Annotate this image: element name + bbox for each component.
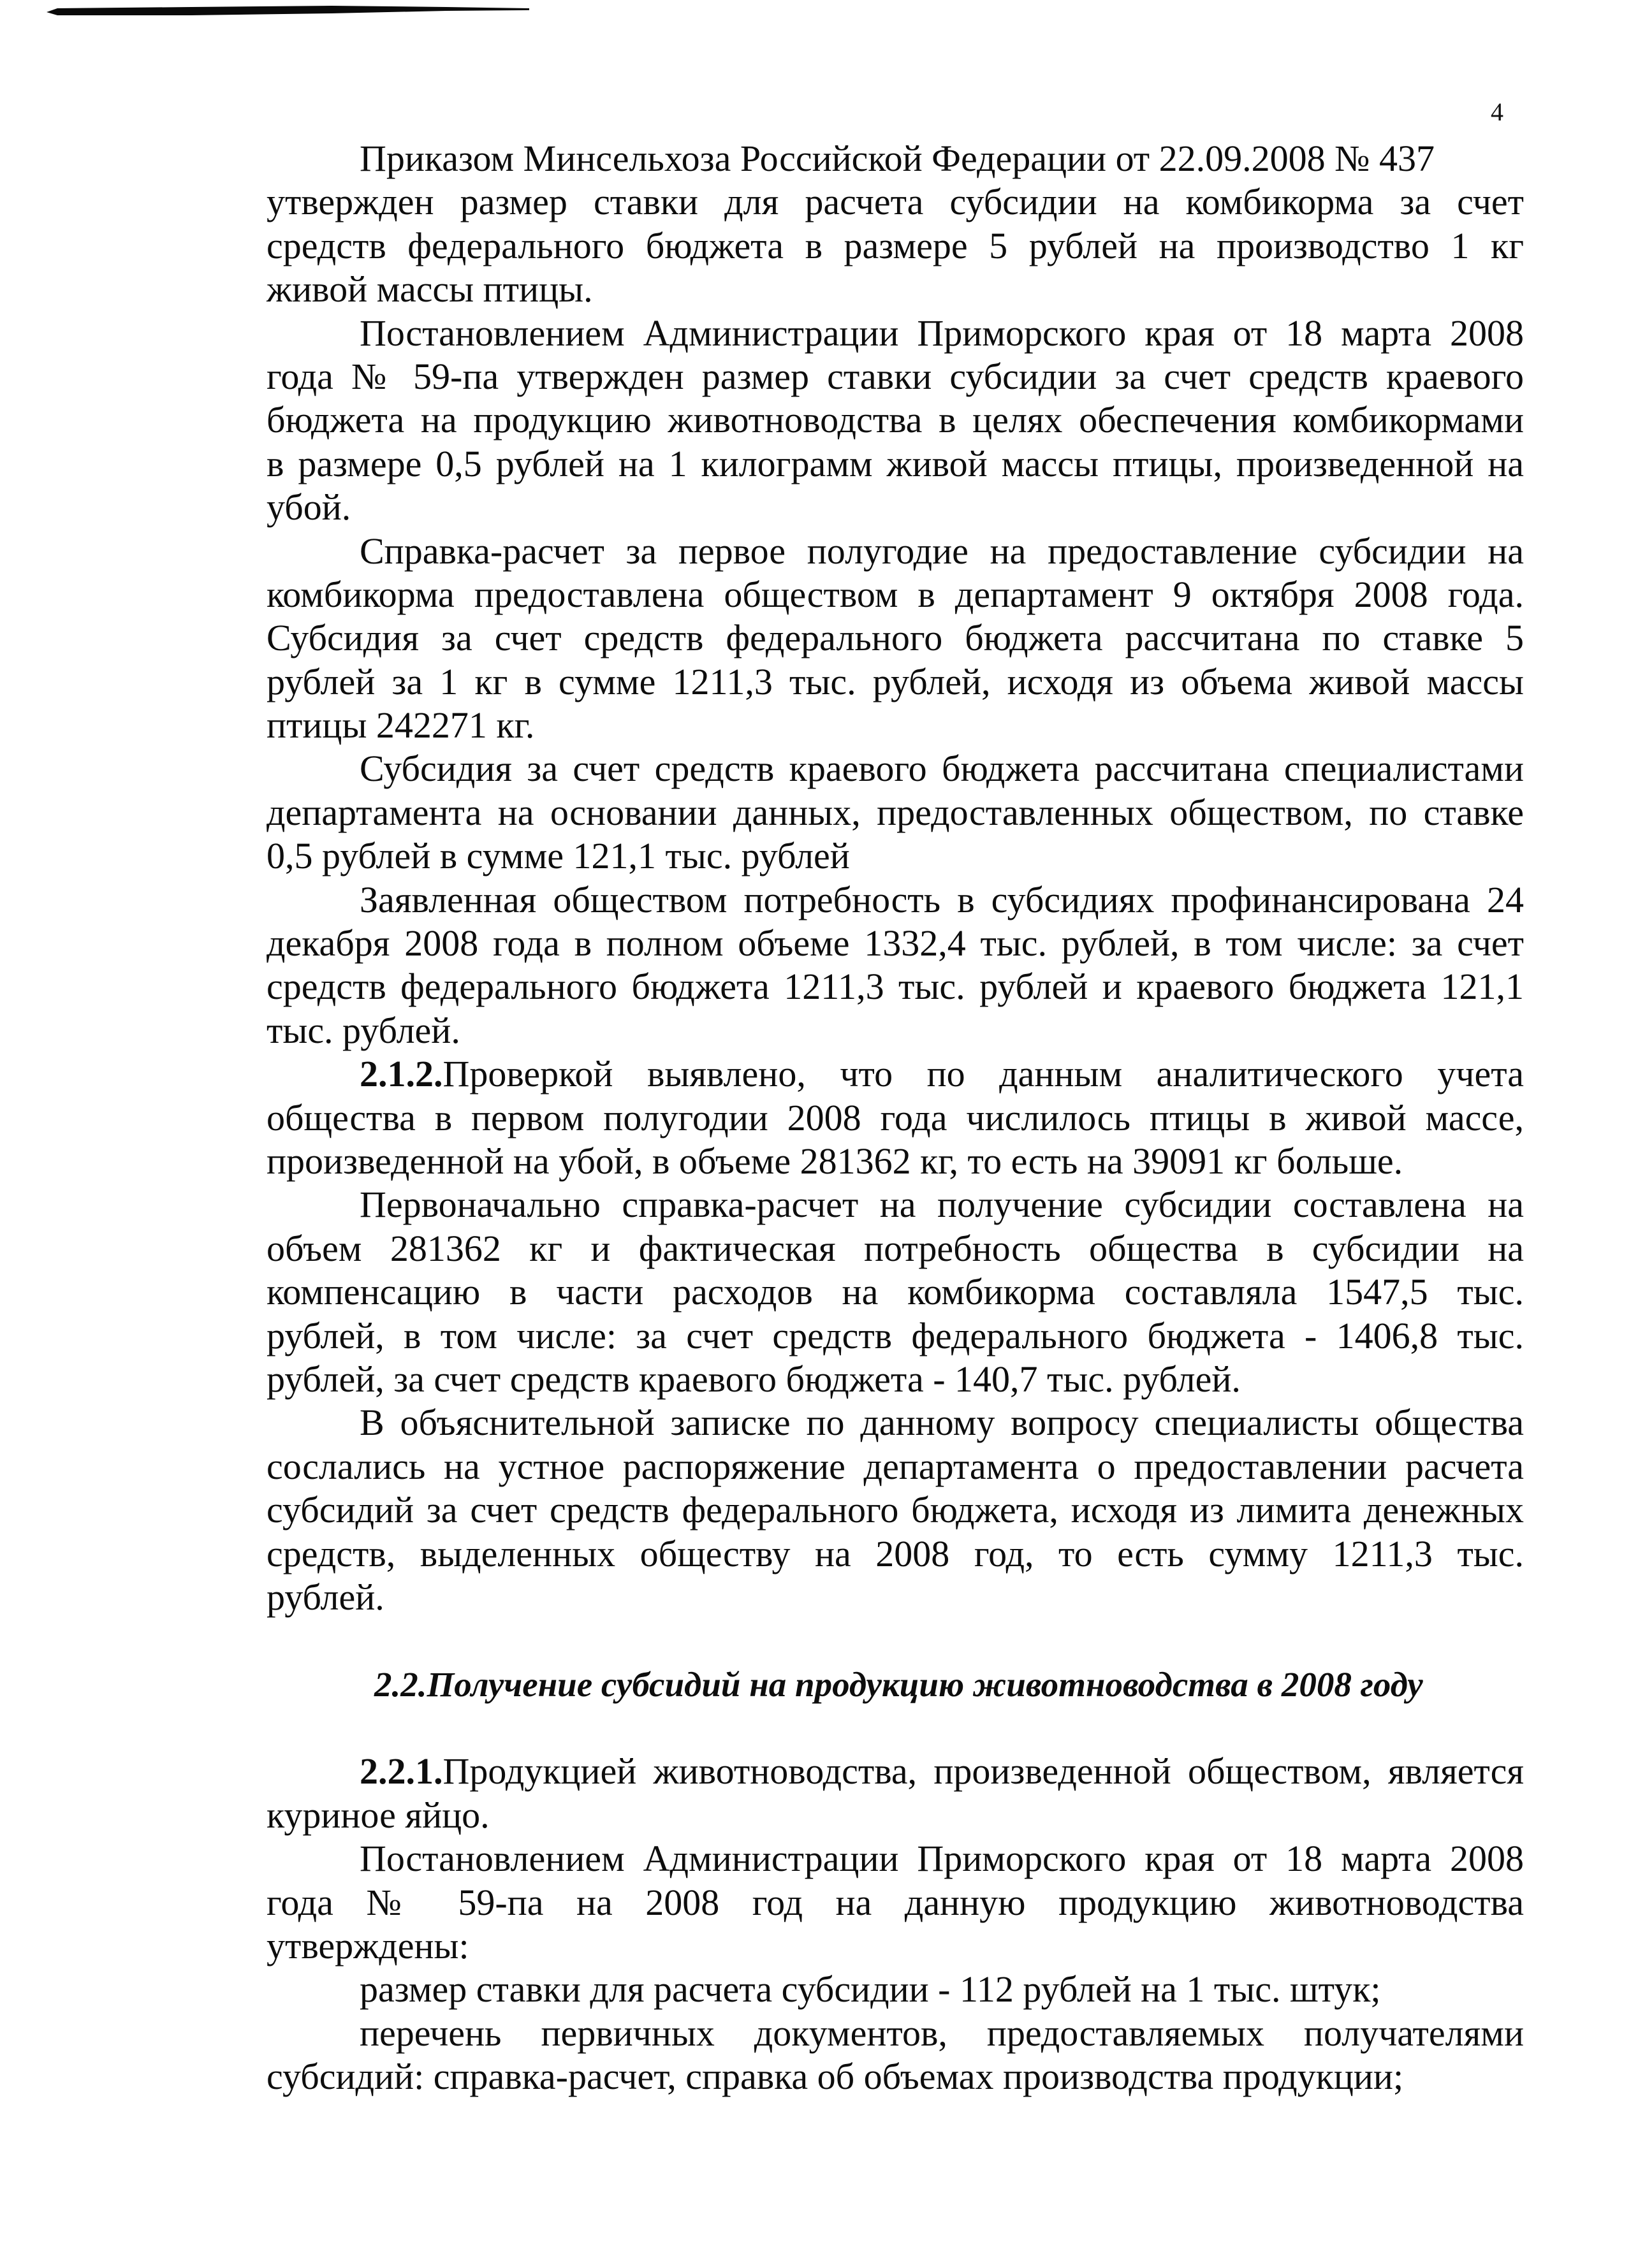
scan-artifact-stroke <box>0 0 574 25</box>
text-line: средств федерального бюджета 1211,3 тыс. рублей и краевого бюджета 121,1 <box>267 966 1524 1008</box>
text-line: В объяснительной записке по данному вопросу специалисты общества <box>360 1402 1524 1444</box>
text-line: рублей, в том числе: за счет средств федерального бюджета - 1406,8 тыс. <box>267 1314 1524 1356</box>
text-line: Справка-расчет за первое полугодие на предоставление субсидии на <box>360 530 1524 572</box>
paragraph <box>267 137 1524 312</box>
paragraph <box>267 1401 1524 1619</box>
text-line: декабря 2008 года в полном объеме 1332,4 тыс. рублей, в том числе: за счет <box>267 922 1524 964</box>
section-number: 2.2.1. <box>360 1750 443 1792</box>
text-line: Постановлением Администрации Приморского края от 18 марта 2008 <box>360 312 1524 354</box>
paragraph <box>267 1183 1524 1401</box>
paragraph <box>267 747 1524 878</box>
paragraph <box>267 1750 1524 1837</box>
document-body <box>267 137 1524 2099</box>
text-line: рублей, за счет средств краевого бюджета - 140,7 тыс. рублей. <box>267 1358 1241 1400</box>
paragraph <box>267 1968 1524 2011</box>
text-line: Приказом Минсельхоза Российской Федерации от 22.09.2008 № 437 <box>360 138 1435 179</box>
text-line: живой массы птицы. <box>267 268 593 310</box>
text-line: рублей за 1 кг в сумме 1211,3 тыс. рублей, исходя из объема живой массы <box>267 660 1524 702</box>
text-line: субсидий: справка-расчет, справка об объемах производства продукции; <box>267 2056 1404 2098</box>
text-line: Заявленная обществом потребность в субсидиях профинансирована 24 <box>360 878 1524 920</box>
paragraph <box>267 1052 1524 1183</box>
text-line: Постановлением Администрации Приморского края от 18 марта 2008 <box>360 1838 1524 1880</box>
text-line: комбикорма предоставлена обществом в департамент 9 октября 2008 года. <box>267 573 1524 615</box>
text-line: средств федерального бюджета в размере 5 рублей на производство 1 кг <box>267 224 1524 266</box>
text-line: размер ставки для расчета субсидии - 112 рублей на 1 тыс. штук; <box>360 1968 1381 2010</box>
line-text: Проверкой выявлено, что по данным аналитического учета <box>442 1053 1524 1095</box>
paragraph <box>267 312 1524 530</box>
paragraph <box>267 1837 1524 1968</box>
text-line: общества в первом полугодии 2008 года числилось птицы в живой массе, <box>267 1096 1524 1138</box>
text-line: утверждены: <box>267 1925 469 1967</box>
paragraph <box>267 878 1524 1053</box>
line-text: Продукцией животноводства, произведенной обществом, является <box>442 1750 1524 1792</box>
section-2-2-paragraphs <box>267 1750 1524 2098</box>
text-line: субсидий за счет средств федерального бюджета, исходя из лимита денежных <box>267 1489 1524 1531</box>
text-line: года № 59-па на 2008 год на данную продукцию животноводства <box>267 1881 1524 1923</box>
paragraph <box>267 2012 1524 2099</box>
text-line: птицы 242271 кг. <box>267 704 535 746</box>
text-line: компенсацию в части расходов на комбикорма составляла 1547,5 тыс. <box>267 1271 1524 1313</box>
text-line: Субсидия за счет средств федерального бюджета рассчитана по ставке 5 <box>267 617 1524 659</box>
text-line <box>267 1750 1524 1793</box>
section-heading: 2.2.Получение субсидий на продукцию животноводства в 2008 году <box>374 1664 1423 1704</box>
text-line: тыс. рублей. <box>267 1009 460 1051</box>
text-line: Первоначально справка-расчет на получение субсидии составлена на <box>360 1184 1524 1226</box>
page-number: 4 <box>1491 98 1503 126</box>
text-line: объем 281362 кг и фактическая потребность общества в субсидии на <box>267 1227 1524 1269</box>
paragraph <box>267 530 1524 748</box>
text-line: сослались на устное распоряжение департамента о предоставлении расчета <box>267 1445 1524 1487</box>
text-line: утвержден размер ставки для расчета субсидии на комбикорма за счет <box>267 181 1524 223</box>
section-number: 2.1.2. <box>360 1053 443 1095</box>
blank-line <box>267 1619 1524 1662</box>
text-line: куриное яйцо. <box>267 1794 490 1836</box>
text-line <box>267 1052 1524 1096</box>
section-2-1-paragraphs <box>267 137 1524 1619</box>
text-line: в размере 0,5 рублей на 1 килограмм живой массы птицы, произведенной на <box>267 442 1524 484</box>
text-line: 0,5 рублей в сумме 121,1 тыс. рублей <box>267 835 850 877</box>
text-line: года № 59-па утвержден размер ставки субсидии за счет средств краевого <box>267 355 1524 397</box>
text-line: департамента на основании данных, предоставленных обществом, по ставке <box>267 791 1524 833</box>
blank-line <box>267 1706 1524 1750</box>
text-line: убой. <box>267 486 351 528</box>
text-line: рублей. <box>267 1576 384 1618</box>
text-line: перечень первичных документов, предоставляемых получателями <box>360 2012 1524 2054</box>
text-line: средств, выделенных обществу на 2008 год, то есть сумму 1211,3 тыс. <box>267 1532 1524 1574</box>
text-line: произведенной на убой, в объеме 281362 кг, то есть на 39091 кг больше. <box>267 1140 1403 1182</box>
text-line: бюджета на продукцию животноводства в целях обеспечения комбикормами <box>267 399 1524 441</box>
text-line: Субсидия за счет средств краевого бюджета рассчитана специалистами <box>360 748 1524 790</box>
